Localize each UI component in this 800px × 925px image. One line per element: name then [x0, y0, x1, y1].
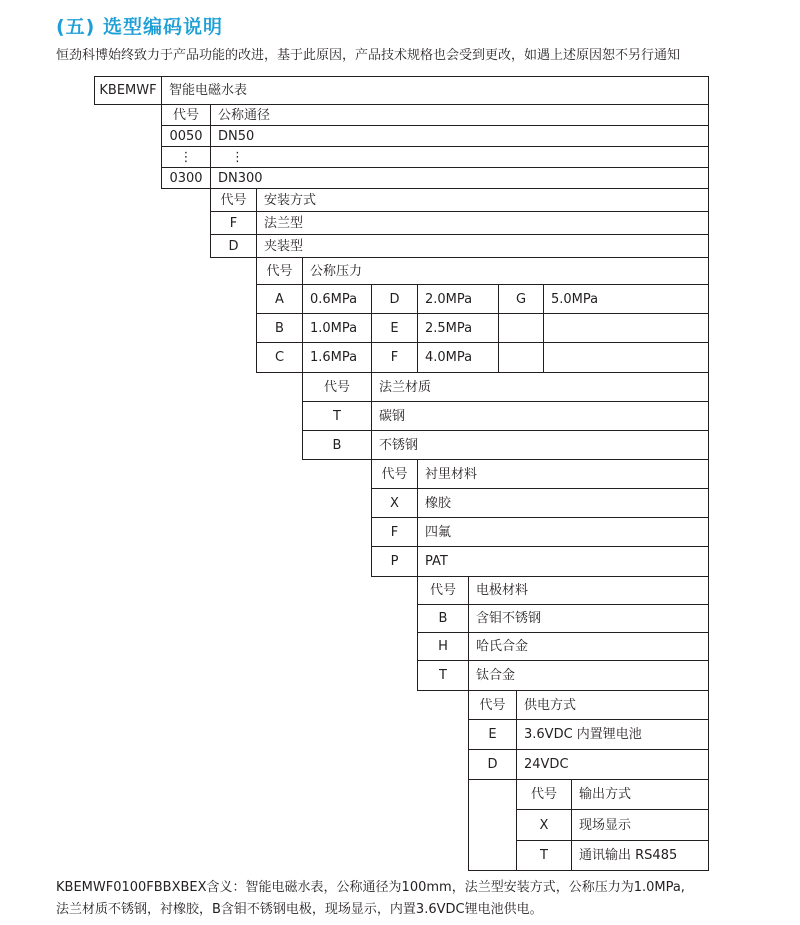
pressure-code-a: A	[256, 284, 303, 314]
power-name-0: 3.6VDC 内置锂电池	[516, 719, 709, 750]
power-code-1: D	[468, 749, 517, 780]
output-code-1: T	[516, 840, 572, 871]
pressure-header-code: 代号	[256, 257, 303, 285]
lining-name-0: 橡胶	[417, 488, 709, 518]
pressure-value-g: 5.0MPa	[543, 284, 709, 314]
diameter-code-0: 0050	[161, 125, 211, 147]
pressure-value-a: 0.6MPa	[302, 284, 372, 314]
electrode-name-1: 哈氏合金	[468, 632, 709, 661]
pressure-code-c: C	[256, 342, 303, 373]
diameter-header-name: 公称通径	[210, 104, 709, 126]
flange-name-1: 不锈钢	[371, 430, 709, 460]
lining-code-2: P	[371, 546, 418, 577]
lining-name-2: PAT	[417, 546, 709, 577]
lining-code-0: X	[371, 488, 418, 518]
model-name: 智能电磁水表	[161, 76, 709, 105]
install-name-1: 夹装型	[256, 234, 709, 258]
diameter-code-ellipsis: ⋮	[161, 146, 211, 168]
pressure-code-g: G	[498, 284, 544, 314]
electrode-code-2: T	[417, 660, 469, 691]
flange-code-0: T	[302, 401, 372, 431]
pressure-code-f: F	[371, 342, 418, 373]
diameter-header-code: 代号	[161, 104, 211, 126]
diameter-name-ellipsis: ⋮	[210, 146, 709, 168]
electrode-code-1: H	[417, 632, 469, 661]
lining-header-name: 衬里材料	[417, 459, 709, 489]
electrode-name-2: 钛合金	[468, 660, 709, 691]
pressure-value-f: 4.0MPa	[417, 342, 499, 373]
install-header-name: 安装方式	[256, 188, 709, 212]
flange-name-0: 碳钢	[371, 401, 709, 431]
example-line-1: KBEMWF0100FBBXBEX含义：智能电磁水表，公称通径为100mm，法兰型安装方式，公称压力为1.0MPa,	[56, 880, 685, 895]
pressure-code-empty-2	[498, 342, 544, 373]
pressure-code-empty-1	[498, 313, 544, 343]
flange-header-code: 代号	[302, 372, 372, 402]
power-header-code: 代号	[468, 690, 517, 720]
diameter-name-0: DN50	[210, 125, 709, 147]
power-code-0: E	[468, 719, 517, 750]
install-name-0: 法兰型	[256, 211, 709, 235]
output-header-name: 输出方式	[571, 779, 709, 810]
electrode-code-0: B	[417, 604, 469, 633]
pressure-value-d: 2.0MPa	[417, 284, 499, 314]
notice-text: 恒劲科博始终致力于产品功能的改进，基于此原因，产品技术规格也会受到更改，如遇上述原因恕不另行通知	[56, 48, 681, 63]
install-code-1: D	[210, 234, 257, 258]
example-explanation	[56, 877, 796, 921]
model-code: KBEMWF	[94, 76, 162, 105]
flange-code-1: B	[302, 430, 372, 460]
section-title: (五) 选型编码说明	[56, 16, 223, 38]
lining-name-1: 四氟	[417, 517, 709, 547]
output-header-code: 代号	[516, 779, 572, 810]
diameter-code-2: 0300	[161, 167, 211, 189]
electrode-header-code: 代号	[417, 576, 469, 605]
power-name-1: 24VDC	[516, 749, 709, 780]
output-name-0: 现场显示	[571, 809, 709, 841]
output-code-0: X	[516, 809, 572, 841]
electrode-header-name: 电极材料	[468, 576, 709, 605]
pressure-value-e: 2.5MPa	[417, 313, 499, 343]
output-connector	[468, 779, 517, 871]
output-name-1: 通讯输出 RS485	[571, 840, 709, 871]
pressure-code-e: E	[371, 313, 418, 343]
example-line-2: 法兰材质不锈钢，衬橡胶，B含钼不锈钢电极，现场显示，内置3.6VDC锂电池供电。	[56, 902, 543, 917]
power-header-name: 供电方式	[516, 690, 709, 720]
lining-code-1: F	[371, 517, 418, 547]
pressure-value-empty-2	[543, 342, 709, 373]
pressure-value-c: 1.6MPa	[302, 342, 372, 373]
install-code-0: F	[210, 211, 257, 235]
pressure-code-b: B	[256, 313, 303, 343]
electrode-name-0: 含钼不锈钢	[468, 604, 709, 633]
diameter-name-2: DN300	[210, 167, 709, 189]
pressure-value-empty-1	[543, 313, 709, 343]
install-header-code: 代号	[210, 188, 257, 212]
pressure-value-b: 1.0MPa	[302, 313, 372, 343]
pressure-code-d: D	[371, 284, 418, 314]
lining-header-code: 代号	[371, 459, 418, 489]
pressure-header-name: 公称压力	[302, 257, 709, 285]
flange-header-name: 法兰材质	[371, 372, 709, 402]
